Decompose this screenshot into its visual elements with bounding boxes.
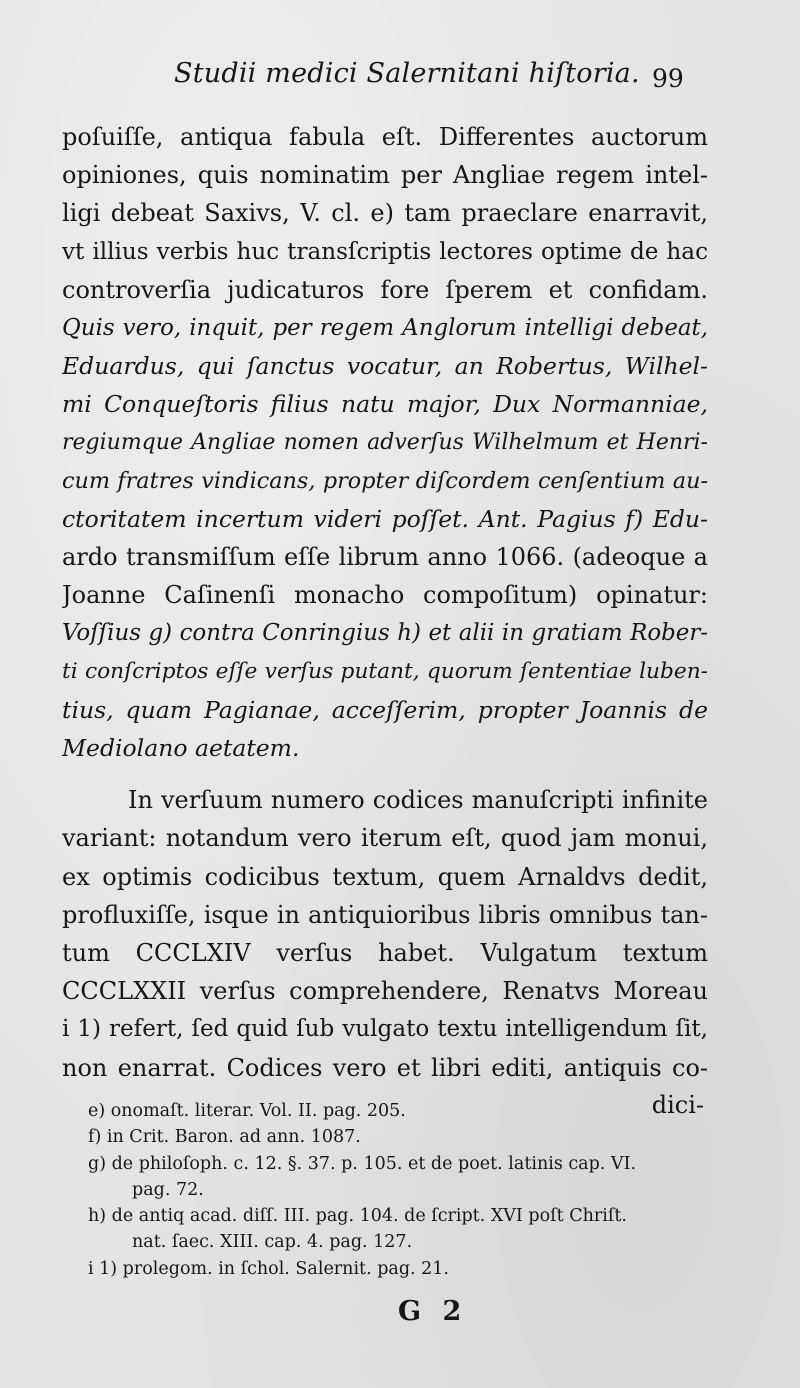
paragraph-first-line: In verſuum numero codices manuſcripti infinite [128, 786, 708, 815]
text-line: ardo transmiſſum eſſe librum anno 1066. (adeoque a [62, 543, 708, 572]
footnotes [88, 1098, 708, 1282]
signature-mark: G 2 [398, 1296, 468, 1327]
quotation-line: Quis vero, inquit, per regem Anglorum intelligi debeat, [62, 314, 708, 341]
text-line: profluxiſſe, isque in antiquioribus libris omnibus tan- [62, 900, 708, 929]
text-line: tum CCCLXIV verſus habet. Vulgatum textum [62, 938, 708, 967]
running-title: Studii medici Salernitani hiſtoria. [174, 58, 640, 89]
text-line: ti conſcriptos eſſe verſus putant, quorum ſententiae luben- [62, 658, 708, 684]
text-line: CCCLXXII verſus comprehendere, Renatvs Moreau [62, 977, 708, 1006]
quotation-line: ctoritatem incertum videri poſſet. Ant. Pagius f) Edu- [62, 504, 708, 533]
quotation-line: cum fratres vindicans, propter diſcordem cenſentium au- [62, 467, 708, 494]
footnote: h) de antiq acad. diſſ. III. pag. 104. de ſcript. XVI poſt Chriſt. [88, 1206, 627, 1227]
main-text [62, 118, 708, 1123]
footnote: i 1) prolegom. in ſchol. Salernit. pag. 21. [88, 1258, 449, 1279]
footnote: g) de philoſoph. c. 12. §. 37. p. 105. et de poet. latinis cap. VI. [88, 1153, 637, 1174]
paragraph-gap [62, 767, 708, 781]
page-header [0, 58, 800, 98]
text-line: ligi debeat Saxivs, V. cl. e) tam praeclare enarravit, [62, 199, 708, 228]
text-line: poſuiſſe, antiqua fabula eſt. Differentes auctorum [62, 123, 708, 151]
text-line: controverſia judicaturos fore ſperem et confidam. [62, 275, 708, 304]
text-line: Mediolano aetatem. [62, 734, 300, 762]
text-line: Voſſius g) contra Conringius h) et alii in gratiam Rober- [62, 620, 708, 647]
quotation-line: regiumque Angliae nomen adverſus Wilhelmum et Henri- [62, 429, 708, 455]
catchword: dici- [651, 1090, 704, 1119]
text-line: i 1) refert, ſed quid ſub vulgato textu intelligendum ſit, [62, 1016, 708, 1043]
page-number: 99 [652, 64, 684, 93]
text-line: non enarrat. Codices vero et libri editi, antiquis co- [62, 1053, 708, 1082]
footnote-continuation: pag. 72. [132, 1179, 204, 1200]
text-line: ex optimis codicibus textum, quem Arnaldvs dedit, [62, 862, 708, 891]
quotation-line: Eduardus, qui ſanctus vocatur, an Robertus, Wilhel- [62, 352, 708, 381]
text-line: variant: notandum vero iterum eſt, quod jam monui, [62, 824, 708, 853]
quotation-line: mi Conqueſtoris filius natu major, Dux Normanniae, [62, 390, 708, 419]
text-line: tius, quam Pagianae, acceſſerim, propter Joannis de [62, 695, 708, 724]
footnote-continuation: nat. ſaec. XIII. cap. 4. pag. 127. [132, 1232, 413, 1253]
footnote: e) onomaſt. literar. Vol. II. pag. 205. [88, 1101, 406, 1121]
text-line: vt illius verbis huc transſcriptis lectores optime de hac [62, 238, 708, 265]
text-line: opiniones, quis nominatim per Angliae regem intel- [62, 161, 708, 190]
footnote: f) in Crit. Baron. ad ann. 1087. [88, 1127, 361, 1148]
text-line: Joanne Caſinenſi monacho compoſitum) opinatur: [62, 581, 708, 610]
